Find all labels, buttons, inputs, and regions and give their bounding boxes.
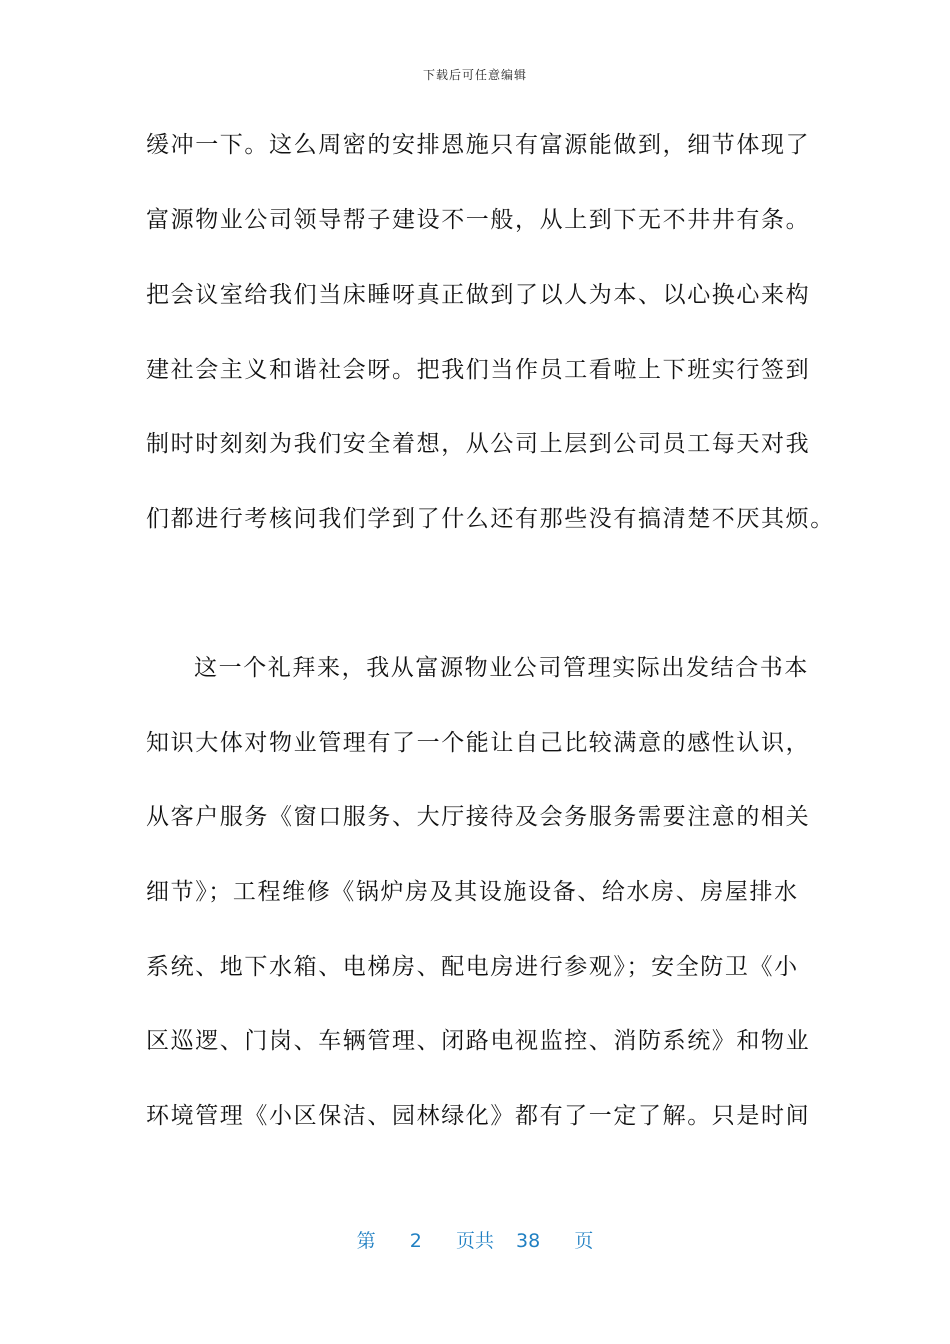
text-line: 制时时刻刻为我们安全着想，从公司上层到公司员工每天对我 — [146, 431, 811, 457]
text-line: 区巡逻、门岗、车辆管理、闭路电视监控、消防系统》和物业 — [146, 1028, 811, 1054]
text-line: 富源物业公司领导帮子建设不一般，从上到下无不井井有条。 — [146, 207, 811, 233]
text-line: 细节》；工程维修《锅炉房及其设施设备、给水房、房屋排水 — [146, 879, 799, 905]
text-line: 环境管理《小区保洁、园林绿化》都有了一定了解。只是时间 — [146, 1103, 811, 1129]
text-line: 知识大体对物业管理有了一个能让自己比较满意的感性认识， — [146, 730, 811, 756]
footer-middle: 页共 — [455, 1230, 494, 1252]
footer-total-pages: 38 — [516, 1230, 541, 1252]
text-line: 建社会主义和谐社会呀。把我们当作员工看啦上下班实行签到 — [146, 357, 811, 383]
footer-prefix: 第 — [356, 1230, 376, 1252]
footer-page-number: 2 — [409, 1230, 422, 1252]
header-note: 下载后可任意编辑 — [422, 68, 527, 82]
text-line: 从客户服务《窗口服务、大厅接待及会务服务需要注意的相关 — [146, 804, 811, 830]
text-line: 们都进行考核问我们学到了什么还有那些没有搞清楚不厌其烦。 — [146, 506, 835, 532]
page-footer — [0, 1226, 950, 1253]
text-line: 把会议室给我们当床睡呀真正做到了以人为本、以心换心来构 — [146, 282, 811, 308]
text-line: 这一个礼拜来，我从富源物业公司管理实际出发结合书本 — [194, 655, 809, 681]
text-line: 系统、地下水箱、电梯房、配电房进行参观》；安全防卫《小 — [146, 954, 799, 980]
text-line: 缓冲一下。这么周密的安排恩施只有富源能做到，细节体现了 — [146, 132, 811, 158]
footer-suffix: 页 — [574, 1230, 594, 1252]
